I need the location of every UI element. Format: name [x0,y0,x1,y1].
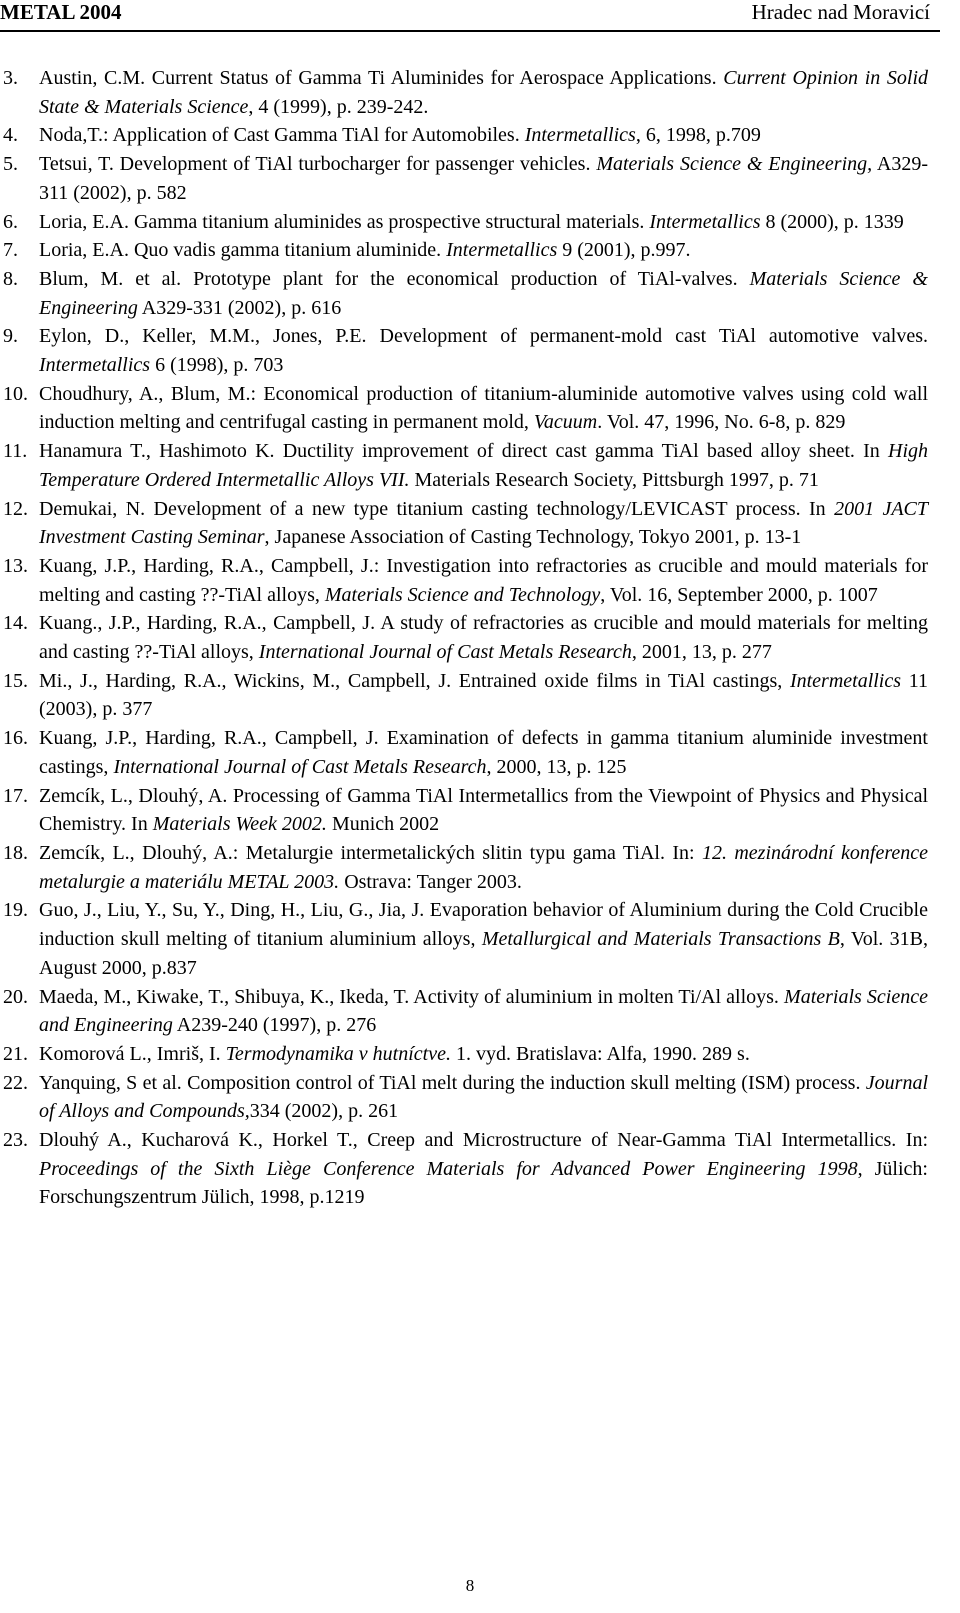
reference-text: 8 (2000), p. 1339 [760,210,904,233]
reference-source: Materials Science and Engineering [39,985,928,1037]
reference-number: 20. [3,985,28,1008]
reference-source: 2001 JACT Investment Casting Seminar [39,497,929,549]
reference-text: Yanquing, S et al. Composition control of TiAl melt during the induction skull melting (ISM) process. [39,1071,866,1094]
reference-text: 9 (2001), p.997. [557,239,691,262]
reference-source: Current Opinion in Solid State & Materials Science [39,67,929,118]
reference-text: Materials Research Society, Pittsburgh 1997, p. 71 [409,468,819,491]
reference-item [0,121,928,150]
reference-item [0,609,928,666]
reference-item [0,724,928,781]
reference-source: Intermetallics [649,210,761,233]
reference-number: 10. [3,382,28,405]
reference-text: A329-331 (2002), p. 616 [137,296,342,319]
reference-source: Intermetallics [524,124,636,147]
reference-text: Zemcík, L., Dlouhý, A.: Metalurgie intermetalických slitin typu gama TiAl. In: [39,841,702,864]
reference-source: Proceedings of the Sixth Liège Conference Materials for Advanced Power Engineering 1998 [39,1157,858,1180]
reference-item [0,552,928,609]
reference-text: Mi., J., Harding, R.A., Wickins, M., Campbell, J. Entrained oxide films in TiAl castings, [39,669,790,692]
reference-item [0,495,928,552]
reference-item [0,1040,928,1069]
reference-number: 9. [3,325,18,348]
reference-text: Loria, E.A. Quo vadis gamma titanium aluminide. [39,239,447,262]
conference-location: Hradec nad Moravicí [751,0,930,24]
reference-source: Materials Science & Engineering, [596,153,873,176]
reference-text: Guo, J., Liu, Y., Su, Y., Ding, H., Liu, G., Jia, J. Evaporation behavior of Aluminium during the Cold Crucible induction skull melting of titanium aluminium alloys, [39,899,928,951]
reference-text: 11 (2003), p. 377 [39,669,928,721]
reference-text: , Vol. 16, September 2000, p. 1007 [600,583,878,606]
reference-item [0,64,928,121]
reference-source: Materials Science & Engineering [39,267,928,319]
reference-item [0,265,928,322]
conference-title: METAL 2004 [0,0,122,24]
reference-source: Materials Week 2002. [152,813,327,836]
reference-item [0,839,928,896]
reference-number: 3. [3,67,18,89]
reference-item [0,782,928,839]
reference-source: Intermetallics [446,239,558,262]
reference-item [0,983,928,1040]
reference-item [0,380,928,437]
reference-number: 11. [3,440,28,463]
reference-text: Blum, M. et al. Prototype plant for the economical production of TiAl-valves. [39,267,750,290]
reference-number: 5. [3,153,18,176]
header-rule [0,30,940,32]
reference-text: A239-240 (1997), p. 276 [172,1014,377,1037]
reference-source: Journal of Alloys and Compounds, [39,1071,928,1123]
reference-item [0,322,928,379]
reference-number: 22. [3,1071,28,1094]
reference-number: 8. [3,267,18,290]
reference-number: 12. [3,497,28,520]
reference-item [0,896,928,982]
reference-text: Choudhury, A., Blum, M.: Economical production of titanium-aluminide automotive valves using cold wall induction melting and centrifugal casting in permanent mold, [39,382,928,434]
reference-source: Termodynamika v hutníctve. [225,1042,451,1065]
reference-text: Ostrava: Tanger 2003. [339,870,522,893]
reference-number: 13. [3,554,28,577]
reference-item [0,1069,928,1126]
reference-text: Komorová L., Imriš, I. [39,1042,226,1065]
reference-number: 21. [3,1042,28,1065]
reference-number: 17. [3,784,28,807]
reference-text: , 4 (1999), p. 239-242. [248,95,429,118]
reference-text: Kuang., J.P., Harding, R.A., Campbell, J. A study of refractories as crucible and mould materials for melting and casting ??-TiAl alloys, [39,612,928,664]
reference-number: 15. [3,669,28,692]
reference-number: 4. [3,124,18,147]
reference-text: , Vol. 31B, August 2000, p.837 [39,928,928,979]
reference-item [0,208,928,237]
reference-text: Kuang, J.P., Harding, R.A., Campbell, J.: Investigation into refractories as crucible and mould materials for melting and casting ??-TiAl alloys, [39,554,928,606]
reference-number: 7. [3,239,18,262]
reference-number: 14. [3,612,28,635]
reference-text: A329-311 (2002), p. 582 [39,153,929,204]
reference-source: International Journal of Cast Metals Research [258,641,632,664]
reference-number: 23. [3,1129,28,1152]
reference-source: Metallurgical and Materials Transactions B [481,928,840,951]
reference-text: , Japanese Association of Casting Technology, Tokyo 2001, p. 13-1 [264,526,802,549]
page-header [0,0,960,30]
reference-text: Demukai, N. Development of a new type titanium casting technology/LEVICAST process. In [39,497,835,520]
reference-text: Munich 2002 [326,813,440,836]
reference-item [0,667,928,724]
reference-number: 6. [3,210,18,233]
reference-source: Materials Science and Technology [324,583,601,606]
reference-number: 18. [3,841,28,864]
reference-text: , 2000, 13, p. 125 [486,755,627,778]
reference-text: Loria, E.A. Gamma titanium aluminides as prospective structural materials. [39,210,650,233]
reference-text: Kuang, J.P., Harding, R.A., Campbell, J. Examination of defects in gamma titanium aluminide investment castings, [39,727,928,778]
reference-item [0,1126,928,1212]
reference-source: Vacuum [533,411,598,434]
reference-text: , 6, 1998, p.709 [635,124,761,147]
reference-source: Intermetallics [39,354,151,377]
reference-source: 12. mezinárodní konference metalurgie a materiálu METAL 2003. [39,841,928,893]
reference-text: Dlouhý A., Kucharová K., Horkel T., Creep and Microstructure of Near-Gamma TiAl Intermetallics. In: [39,1129,928,1152]
reference-text: Maeda, M., Kiwake, T., Shibuya, K., Ikeda, T. Activity of aluminium in molten Ti/Al alloys. [39,985,785,1008]
reference-text: . Vol. 47, 1996, No. 6-8, p. 829 [597,411,846,434]
reference-number: 16. [3,727,28,750]
page-number: 8 [465,1576,475,1595]
reference-text: , Jülich: Forschungszentrum Jülich, 1998, p.1219 [39,1157,928,1209]
reference-text: Eylon, D., Keller, M.M., Jones, P.E. Development of permanent-mold cast TiAl automotive valves. [39,325,928,348]
reference-text: 334 (2002), p. 261 [249,1100,399,1123]
reference-source: Intermetallics [789,669,902,692]
reference-list [0,64,928,1212]
reference-text: Noda,T.: Application of Cast Gamma TiAl for Automobiles. [39,124,525,147]
reference-source: International Journal of Cast Metals Research [113,755,487,778]
reference-text: Tetsui, T. Development of TiAl turbocharger for passenger vehicles. [39,153,597,176]
reference-text: 1. vyd. Bratislava: Alfa, 1990. 289 s. [450,1042,750,1065]
reference-item [0,150,928,207]
reference-source: High Temperature Ordered Intermetallic Alloys VII. [39,440,928,491]
reference-item [0,236,928,265]
reference-text: Zemcík, L., Dlouhý, A. Processing of Gamma TiAl Intermetallics from the Viewpoint of Physics and Physical Chemistry. In [39,784,928,836]
reference-text: , 2001, 13, p. 277 [631,641,772,664]
reference-text: Hanamura T., Hashimoto K. Ductility improvement of direct cast gamma TiAl based alloy sheet. In [39,440,888,463]
reference-text: Austin, C.M. Current Status of Gamma Ti Aluminides for Aerospace Applications. [39,67,724,89]
reference-item [0,437,928,494]
reference-text: 6 (1998), p. 703 [150,354,284,377]
reference-number: 19. [3,899,28,922]
